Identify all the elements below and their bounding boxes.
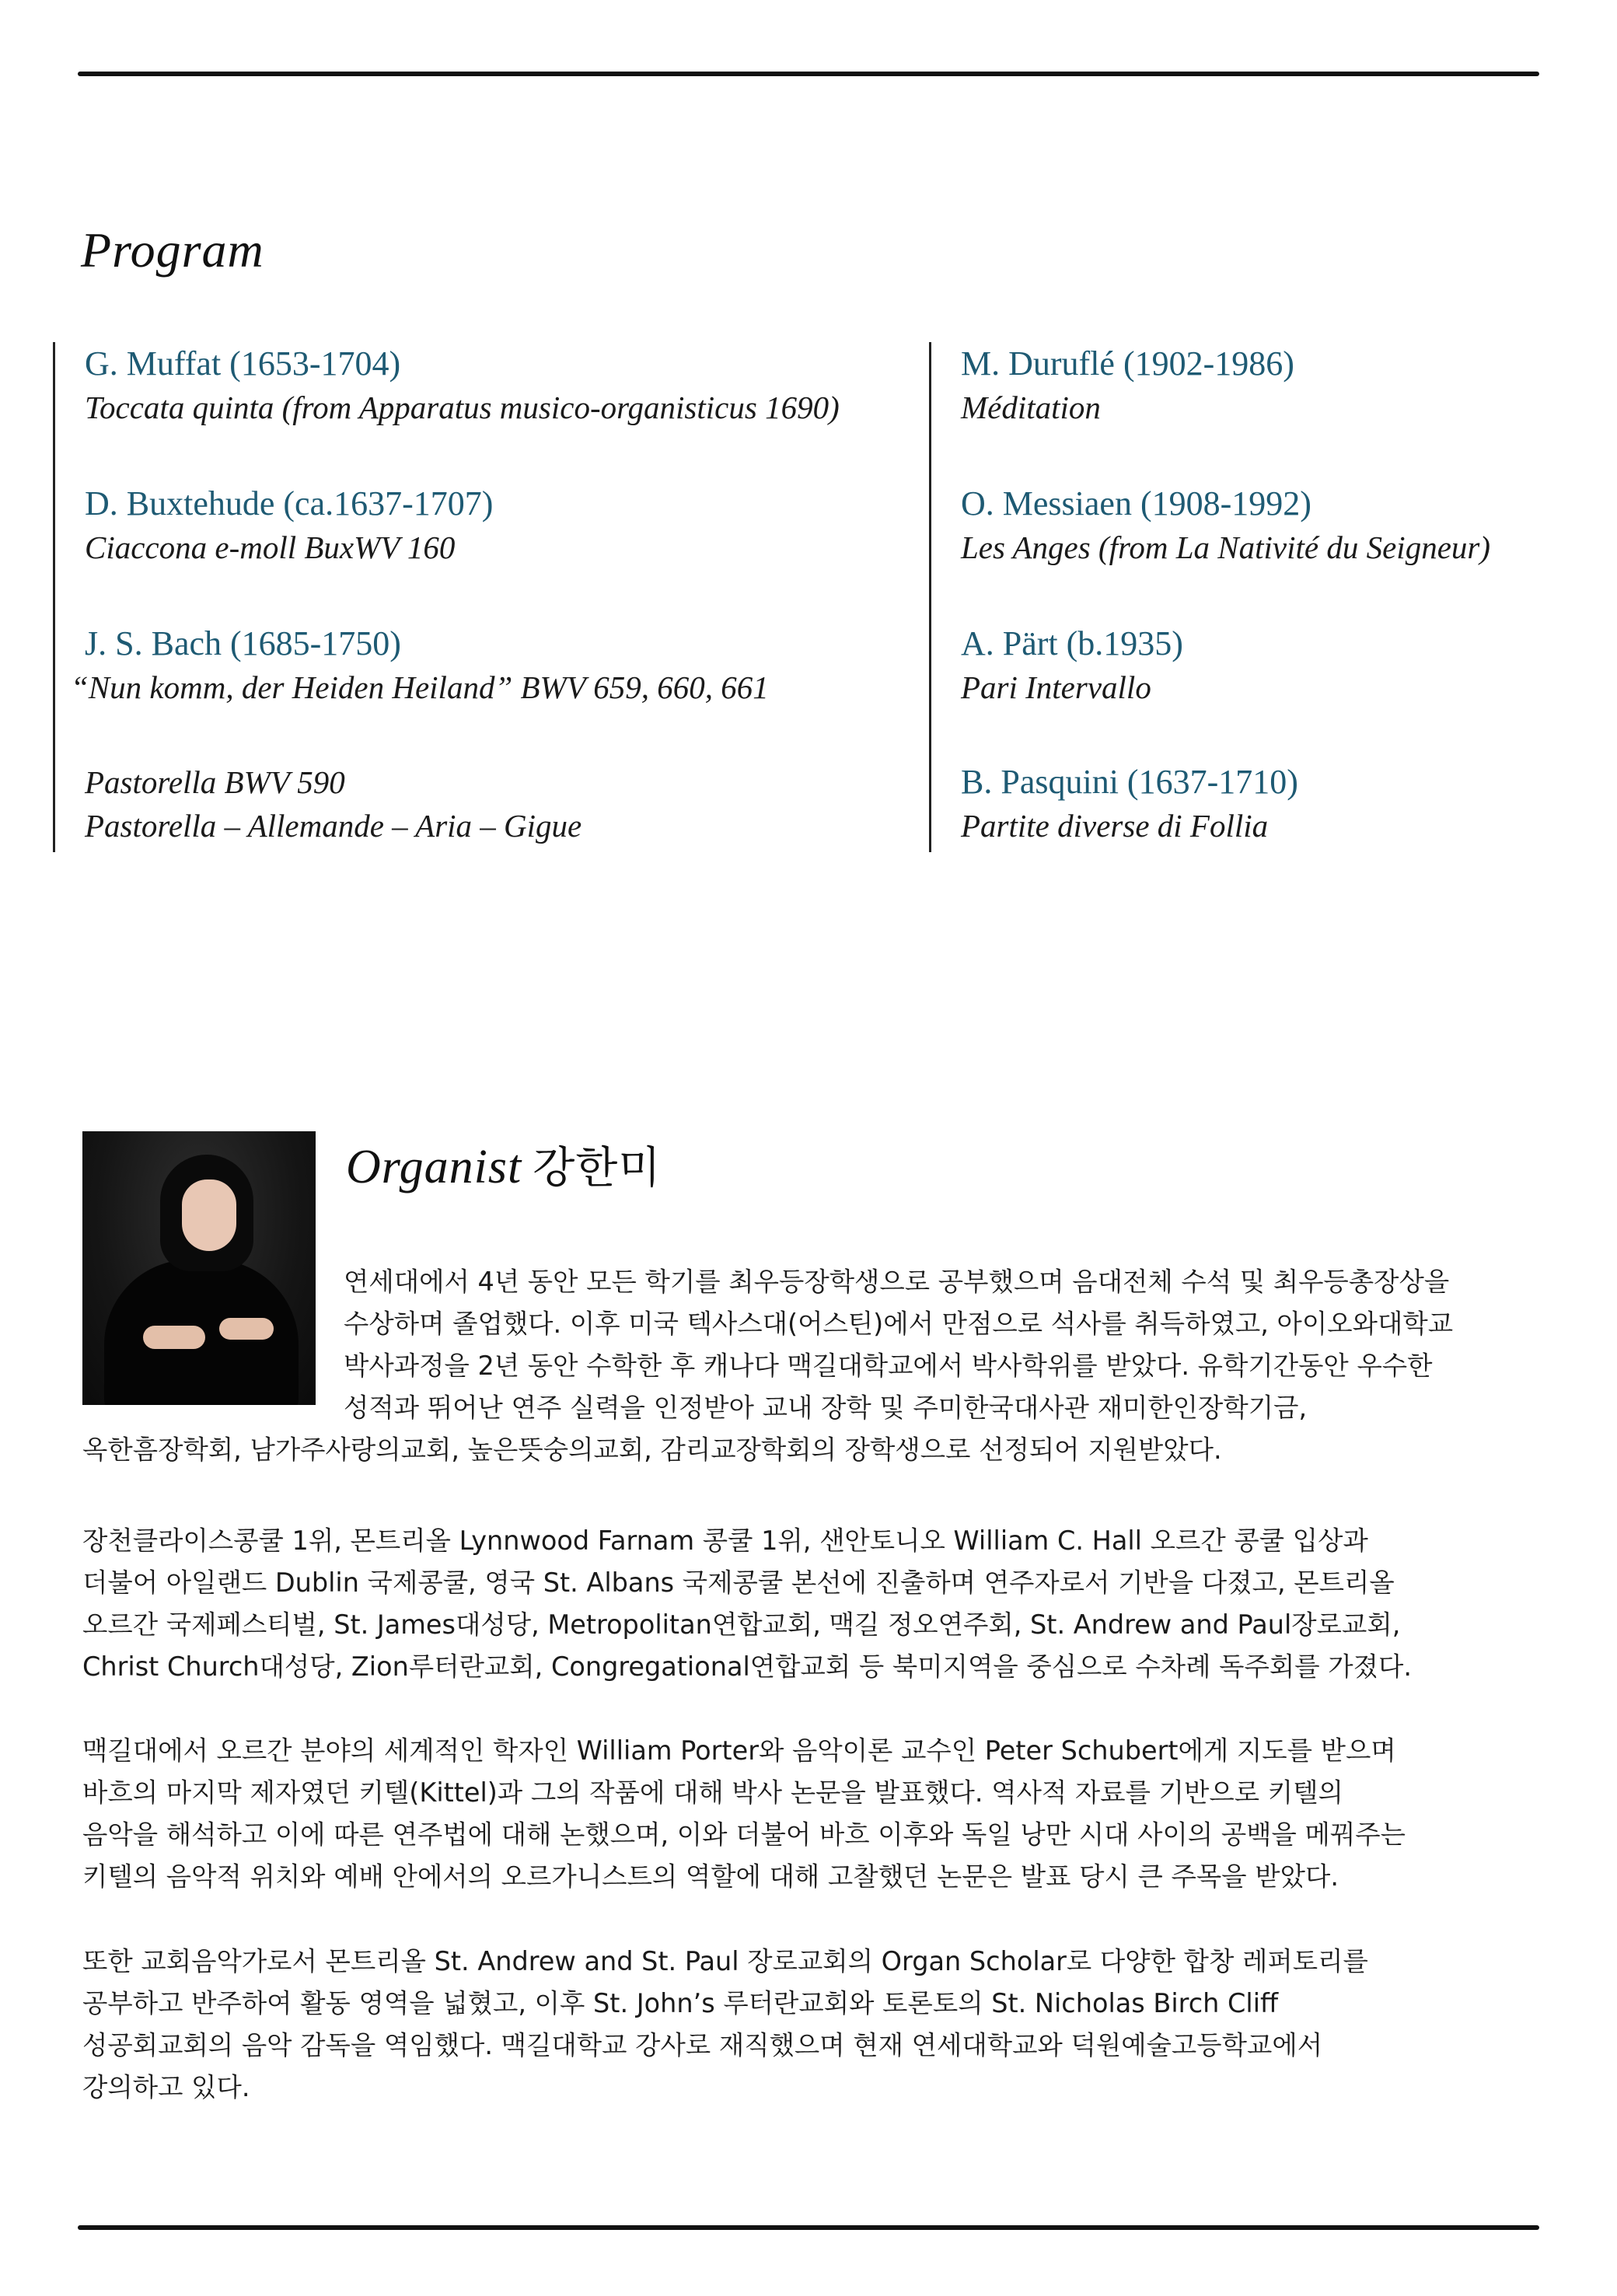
- work-title: Toccata quinta (from Apparatus musico-organisticus 1690): [85, 390, 840, 425]
- program-entry: [961, 342, 1294, 429]
- bio-line: 박사과정을 2년 동안 수학한 후 캐나다 맥길대학교에서 박사학위를 받았다. 유학기간동안 우수한: [344, 1351, 1433, 1381]
- organist-label: Organist: [346, 1141, 522, 1193]
- bio-paragraph: [82, 1941, 1368, 2109]
- bio-line: 키텔의 음악적 위치와 예배 안에서의 오르가니스트의 역할에 대해 고찰했던 논문은 발표 당시 큰 주목을 받았다.: [82, 1861, 1339, 1892]
- composer: A. Pärt (b.1935): [961, 624, 1183, 662]
- organist-name: 강한미: [533, 1143, 662, 1193]
- top-rule: [78, 72, 1539, 76]
- program-entry: [85, 342, 840, 429]
- bio-paragraph: [82, 1520, 1412, 1688]
- bio-line: 맥길대에서 오르간 분야의 세계적인 학자인 William Porter와 음악이론 교수인 Peter Schubert에게 지도를 받으며: [82, 1735, 1396, 1766]
- bio-line: 강의하고 있다.: [82, 2072, 250, 2102]
- bio-line: 더불어 아일랜드 Dublin 국제콩쿨, 영국 St. Albans 국제콩쿨 본선에 진출하며 연주자로서 기반을 다졌고, 몬트리올: [82, 1567, 1395, 1598]
- program-entry: [961, 622, 1183, 709]
- work-title: Partite diverse di Follia: [961, 808, 1269, 844]
- work-title: Pari Intervallo: [961, 669, 1151, 705]
- composer: D. Buxtehude (ca.1637-1707): [85, 484, 494, 522]
- bio-line: 성공회교회의 음악 감독을 역임했다. 맥길대학교 강사로 재직했으며 현재 연세대학교와 덕원예술고등학교에서: [82, 2030, 1323, 2060]
- program-entry: [85, 760, 581, 847]
- bio-paragraph: [82, 1261, 1453, 1471]
- composer: B. Pasquini (1637-1710): [961, 763, 1298, 801]
- bio-line: 연세대에서 4년 동안 모든 학기를 최우등장학생으로 공부했으며 음대전체 수석 및 최우등총장상을: [344, 1267, 1450, 1297]
- bio-paragraph: [82, 1730, 1406, 1898]
- work-title: “Nun komm, der Heiden Heiland” BWV 659, 660, 661: [71, 669, 769, 705]
- program-entry: [71, 622, 769, 709]
- composer: G. Muffat (1653-1704): [85, 344, 401, 383]
- organist-heading: [346, 1134, 661, 1196]
- work-title: Ciaccona e-moll BuxWV 160: [85, 529, 456, 565]
- program-entry: [961, 482, 1490, 569]
- program-entry: [961, 760, 1298, 847]
- bio-line: 장천클라이스콩쿨 1위, 몬트리올 Lynnwood Farnam 콩쿨 1위, 샌안토니오 William C. Hall 오르간 콩쿨 입상과: [82, 1525, 1368, 1556]
- bottom-rule: [78, 2225, 1539, 2230]
- program-column-left: [53, 342, 910, 852]
- work-title: Pastorella BWV 590: [85, 764, 345, 800]
- program-column-right: [929, 342, 1569, 852]
- bio-line: Christ Church대성당, Zion루터란교회, Congregational연합교회 등 북미지역을 중심으로 수차례 독주회를 가졌다.: [82, 1651, 1412, 1682]
- composer: O. Messiaen (1908-1992): [961, 484, 1311, 522]
- bio-line: 오르간 국제페스티벌, St. James대성당, Metropolitan연합교회, 맥길 정오연주회, St. Andrew and Paul장로교회,: [82, 1609, 1401, 1640]
- program-entry: [85, 482, 493, 569]
- program-title: Program: [81, 222, 264, 278]
- work-title: Les Anges (from La Nativité du Seigneur): [961, 529, 1491, 565]
- bio-line: 음악을 해석하고 이에 따른 연주법에 대해 논했으며, 이와 더불어 바흐 이후와 독일 낭만 시대 사이의 공백을 메꿔주는: [82, 1819, 1406, 1850]
- bio-line: 성적과 뛰어난 연주 실력을 인정받아 교내 장학 및 주미한국대사관 재미한인장학기금,: [344, 1393, 1308, 1423]
- work-title: Méditation: [961, 390, 1101, 425]
- work-movements: Pastorella – Allemande – Aria – Gigue: [85, 808, 582, 844]
- bio-line: 수상하며 졸업했다. 이후 미국 텍사스대(어스틴)에서 만점으로 석사를 취득하였고, 아이오와대학교: [344, 1309, 1454, 1339]
- bio-line: 바흐의 마지막 제자였던 키텔(Kittel)과 그의 작품에 대해 박사 논문을 발표했다. 역사적 자료를 기반으로 키텔의: [82, 1777, 1343, 1808]
- composer: J. S. Bach (1685-1750): [85, 624, 401, 662]
- bio-line: 옥한흠장학회, 남가주사랑의교회, 높은뜻숭의교회, 감리교장학회의 장학생으로 선정되어 지원받았다.: [82, 1435, 1222, 1465]
- bio-line: 또한 교회음악가로서 몬트리올 St. Andrew and St. Paul 장로교회의 Organ Scholar로 다양한 합창 레퍼토리를: [82, 1946, 1368, 1976]
- bio-line: 공부하고 반주하여 활동 영역을 넓혔고, 이후 St. John’s 루터란교회와 토론토의 St. Nicholas Birch Cliff: [82, 1988, 1279, 2018]
- composer: M. Duruflé (1902-1986): [961, 344, 1294, 383]
